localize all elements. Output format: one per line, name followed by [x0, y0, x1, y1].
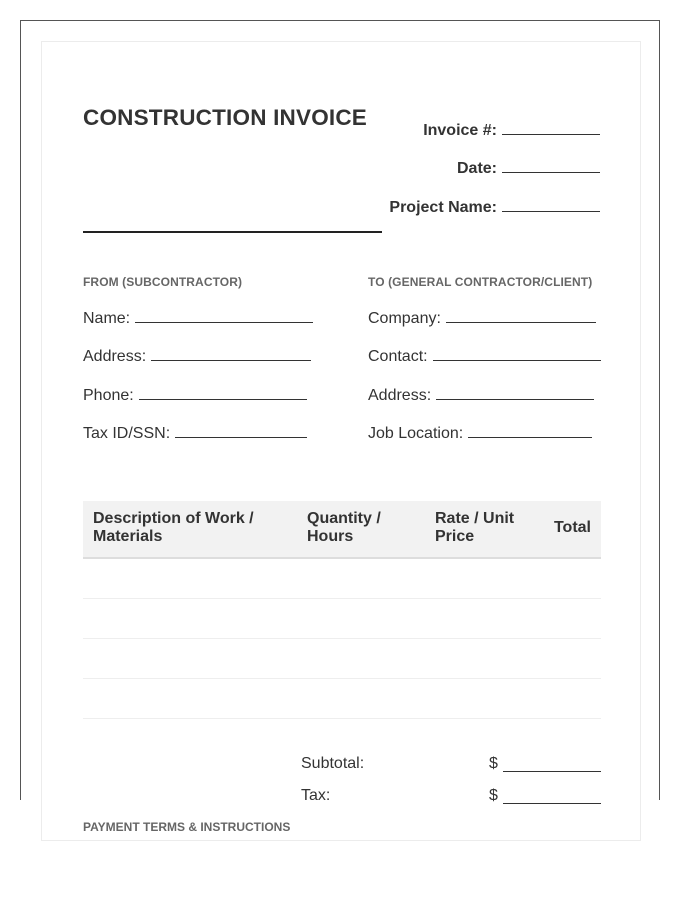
to-job-location-blank[interactable] [468, 423, 592, 438]
column-header-rate: Rate / Unit Price [435, 510, 515, 545]
subtotal-currency: $ [489, 755, 498, 772]
to-company-field [368, 308, 596, 328]
table-row[interactable] [83, 599, 601, 639]
subtotal-row [301, 755, 601, 775]
tax-row [301, 787, 601, 807]
project-name-label: Project Name: [389, 199, 497, 216]
to-address-field [368, 385, 594, 405]
table-row[interactable] [83, 559, 601, 599]
from-address-field [83, 346, 311, 366]
from-address-label: Address: [83, 348, 147, 365]
from-phone-field [83, 385, 307, 405]
table-row[interactable] [83, 679, 601, 719]
document-viewport [20, 20, 660, 834]
invoice-number-field [423, 120, 600, 140]
column-header-description: Description of Work / Materials [93, 510, 254, 545]
invoice-sheet [41, 41, 641, 841]
title-underline [83, 231, 382, 233]
to-address-blank[interactable] [436, 385, 594, 400]
to-company-label: Company: [368, 310, 441, 327]
from-address-blank[interactable] [151, 346, 311, 361]
to-job-location-field [368, 423, 592, 443]
from-section-heading: FROM (SUBCONTRACTOR) [83, 275, 243, 289]
subtotal-blank[interactable] [503, 757, 601, 772]
from-name-blank[interactable] [135, 308, 313, 323]
invoice-title: CONSTRUCTION INVOICE [83, 105, 368, 130]
to-job-location-label: Job Location: [368, 425, 464, 442]
date-blank[interactable] [502, 158, 600, 173]
to-address-label: Address: [368, 387, 432, 404]
date-label: Date: [456, 160, 497, 177]
to-contact-label: Contact: [368, 348, 428, 365]
tax-currency: $ [489, 787, 498, 804]
date-field [457, 158, 600, 178]
project-name-field [389, 197, 600, 217]
tax-blank[interactable] [503, 789, 601, 804]
invoice-number-blank[interactable] [502, 120, 600, 135]
to-section-heading: TO (GENERAL CONTRACTOR/CLIENT) [368, 275, 593, 289]
to-company-blank[interactable] [446, 308, 596, 323]
from-name-label: Name: [83, 310, 131, 327]
from-tax-id-blank[interactable] [175, 423, 307, 438]
table-header [83, 501, 601, 559]
line-items-table [83, 501, 601, 719]
subtotal-label: Subtotal: [301, 755, 365, 772]
from-name-field [83, 308, 313, 328]
from-phone-label: Phone: [83, 387, 134, 404]
to-contact-field [368, 346, 601, 366]
to-contact-blank[interactable] [433, 346, 601, 361]
invoice-number-label: Invoice #: [423, 122, 497, 139]
from-tax-id-field [83, 423, 307, 443]
table-row[interactable] [83, 639, 601, 679]
project-name-blank[interactable] [502, 197, 600, 212]
column-header-total: Total [553, 519, 591, 536]
payment-terms-heading: PAYMENT TERMS & INSTRUCTIONS [83, 820, 291, 834]
column-header-quantity: Quantity / Hours [307, 510, 381, 545]
tax-label: Tax: [301, 787, 331, 804]
from-phone-blank[interactable] [139, 385, 307, 400]
from-tax-id-label: Tax ID/SSN: [83, 425, 171, 442]
